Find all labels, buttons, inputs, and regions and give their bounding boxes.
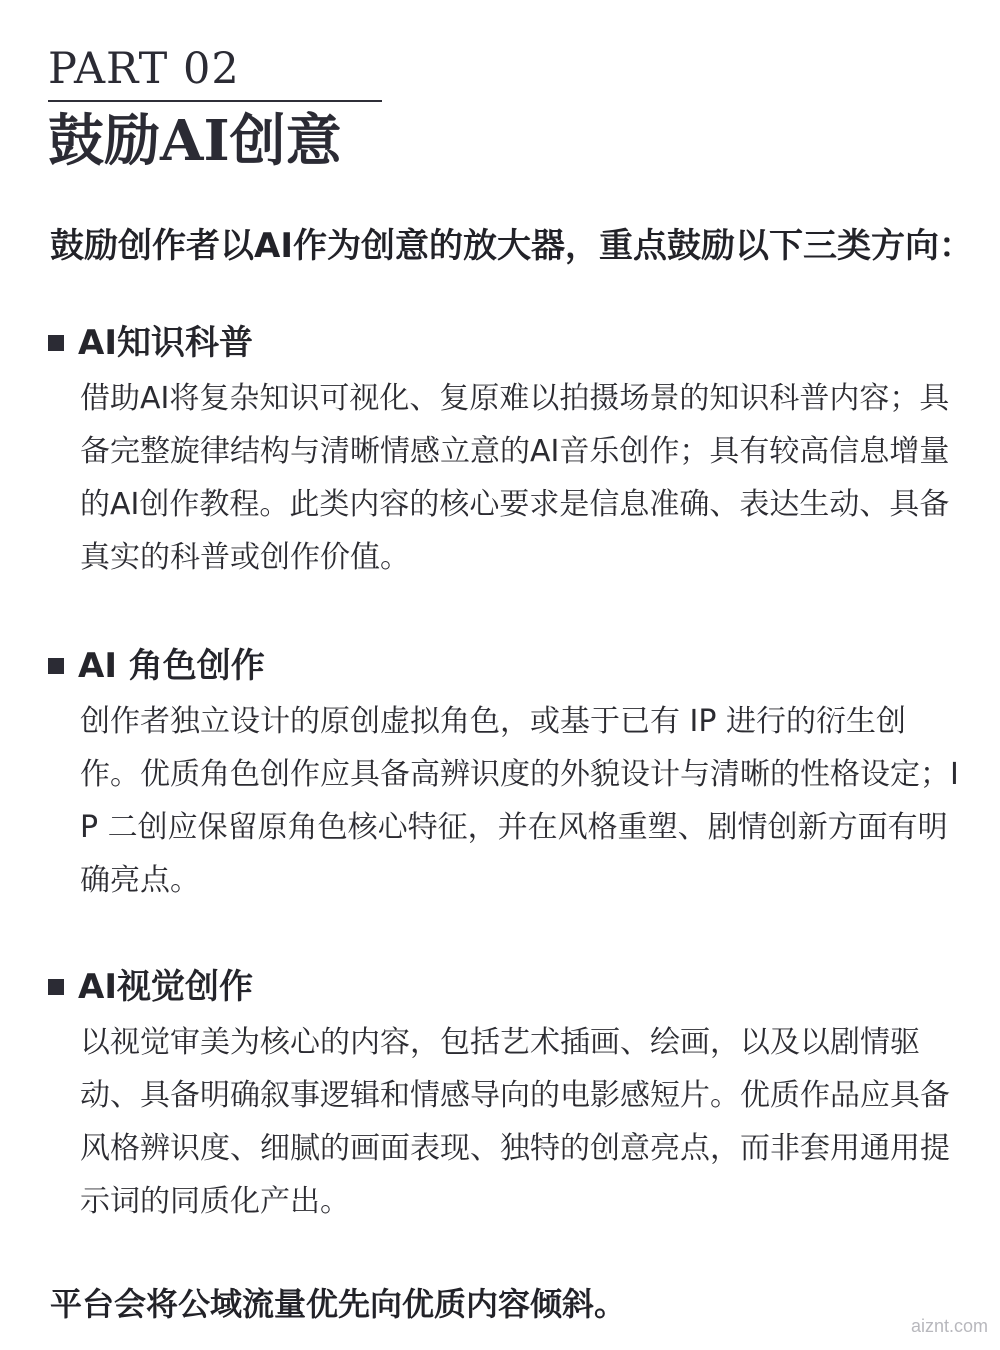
section-title: AI 角色创作: [78, 646, 265, 686]
section-body-knowledge: 借助AI将复杂知识可视化、复原难以拍摄场景的知识科普内容；具备完整旋律结构与清晰情感立意的AI音乐创作；具有较高信息增量的AI创作教程。此类内容的核心要求是信息准确、表达生动、具备真实的科普或创作价值。: [80, 381, 950, 575]
footer-note: 平台会将公域流量优先向优质内容倾斜。: [50, 1285, 627, 1323]
section-body-character: 创作者独立设计的原创虚拟角色，或基于已有 IP 进行的衍生创作。优质角色创作应具备高辨识度的外貌设计与清晰的性格设定；IP 二创应保留原角色核心特征，并在风格重塑、剧情创新方面有明确亮点。: [80, 704, 959, 898]
square-bullet-icon: [48, 658, 64, 674]
square-bullet-icon: [48, 335, 64, 351]
section-heading-knowledge: [48, 321, 253, 365]
section-heading-visual: [48, 965, 253, 1009]
page-title: 鼓励AI创意: [48, 108, 342, 174]
square-bullet-icon: [48, 979, 64, 995]
section-title: AI视觉创作: [78, 967, 253, 1007]
intro-text: 鼓励创作者以AI作为创意的放大器，重点鼓励以下三类方向：: [50, 226, 973, 266]
section-heading-character: [48, 644, 265, 688]
section-title: AI知识科普: [78, 323, 253, 363]
watermark: aiznt.com: [910, 1316, 988, 1336]
part-label: PART 02: [48, 44, 240, 94]
section-body-visual: 以视觉审美为核心的内容，包括艺术插画、绘画，以及以剧情驱动、具备明确叙事逻辑和情感导向的电影感短片。优质作品应具备风格辨识度、细腻的画面表现、独特的创意亮点，而非套用通用提示词的同质化产出。: [80, 1025, 950, 1219]
title-divider: [48, 100, 382, 102]
